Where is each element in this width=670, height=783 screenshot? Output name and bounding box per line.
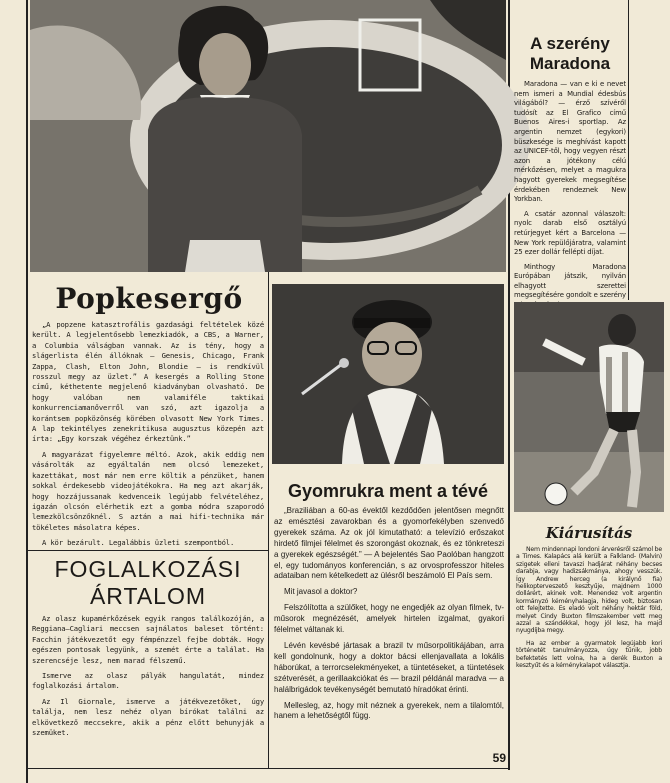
- photo-football-player: [514, 302, 664, 512]
- kiarusitas-title: Kiárusítás: [545, 524, 633, 542]
- popkesergo-body: [32, 320, 264, 548]
- popkesergo-paragraph-1: „A popzene katasztrofális gazdasági feltételek közé került. A legjelentősebb lemezkiadók, a CBS, a Warner, a Columbia válságban vannak. Az is tény, hogy a slágerlista élén állóknak — Genesis, Chicago, Frank Zappa, Clash, Elton John, Blondie — is rendkívül rosszul megy az üzlet.” A kesergés a Rolling Stone című, kéthetente megjelenő kiadványban olvasható. De hogy valóban nem valamiféle taktikai konkurrenciamanőverről van szó, azt igazolja a korántsem popközönség körében olvasott New York Times. A lap tekintélyes zenekritikusa augusztus közepén azt írta: „Egy korszak végéhez érkeztünk.”: [32, 320, 264, 444]
- maradona-title-line-1: A szerény: [530, 34, 610, 53]
- gyomrukra-paragraph-5: Mellesleg, az, hogy mit néznek a gyerekek, nem a tilalomtól, hanem a lehetőségtől függ.: [274, 700, 504, 721]
- gyomrukra-title: Gyomrukra ment a tévé: [287, 481, 489, 501]
- kiarusitas-paragraph-2: Ha az ember a gyarmatok legújabb kori történetét tanulmányozza, úgy tűnik, jobb befektetés lett volna, ha a derék Buxton a kesztyűt és a kéménykalapot választja.: [516, 639, 662, 670]
- popkesergo-title: Popkesergő: [55, 282, 243, 315]
- foglalkozasi-paragraph-2: Ismerve az olasz pályák hangulatát, mindez foglalkozási ártalom.: [32, 671, 264, 691]
- page-number: 59: [492, 751, 506, 765]
- column-rule-left: [26, 0, 28, 783]
- foglalkozasi-title-line-2: ÁRTALOM: [89, 583, 207, 609]
- popkesergo-paragraph-2: A magyarázat figyelemre méltó. Azok, akik eddig nem vásárolták az egyáltalán nem olcsó lemezeket, kazettákat, most már nem erre költik a pénzüket, hanem sokkal érdekesebb videojátékokra. Ha meg azt akarják, hogy hozzájussanak kedvenceik legújabb felvételéhez, igazán olcsón elérhetik ezt a gomba módra szaporodó lemezkölcsönzőknél. S aztán a mai hifi-technika már tökéletes másolatra képes.: [32, 449, 264, 532]
- gyomrukra-paragraph-1: „Braziliában a 60-as évektől kezdődően jelentősen megnőtt az emésztési zavarokban és a gyomorfekélyben szenvedő gyerekek száma. Az ok jól kimutatható: a televízió erőszakot hirdető filmjei félelmet és szorongást okoznak, és ez tönkreteszi a gyerekek egészségét.” — A bejelentés Sao Paolóban hangzott el, egy tudományos konferencián, s az orvosprofesszor hiteles adataiban nem kételkedett az ülésről beszámoló El País sem.: [274, 506, 504, 581]
- foglalkozasi-body: [32, 614, 264, 766]
- gyomrukra-paragraph-2: Mit javasol a doktor?: [284, 587, 358, 597]
- foglalkozasi-title-line-1: FOGLALKOZÁSI: [54, 556, 242, 582]
- bottom-rule: [26, 768, 510, 769]
- kiarusitas-paragraph-1: Nem mindennapi londoni árverésről számol be a Times. Kalapács alá került a Falkland- (Malvin) szigetek elleni tavaszi hadjárat néhány becses darabja, vagy hadizsákmánya, ahogy vesszük. Így Andrew herceg (a királynő fia) helikopterveszető kesztyűje, majdnem 1000 dollárért, akinek volt. Menendez volt argentin kormányzó kéményhalagja, hideg volt, biztosan ott felejtette. Es eladó volt néhány hektár föld, melyet Cindy Buxton filmszakember vett meg azzal a szándékkal, hogy jól lesz, ha majd nyugdíjba megy.: [516, 546, 662, 635]
- popkesergo-end-rule: [28, 550, 268, 551]
- gyomrukra-paragraph-3: Felszólította a szülőket, hogy ne engedjék az olyan filmek, tv-műsorok megnézését, amelyek hirtelen izgalmat, gyakori félelmet váltanak ki.: [274, 603, 504, 635]
- column-rule-far-right: [628, 0, 629, 300]
- photo-man-by-pool: [30, 0, 506, 272]
- foglalkozasi-paragraph-1: Az olasz kupamérkőzések egyik rangos találkozóján, a Reggiana—Cagliari meccsen sajnálatos baleset történt: Facchin játékvezetőt egy fémpénzzel fejbe dobták. Hogy egészen pontosak legyünk, a szemét érte a találat. Ha szerencséje lesz, nem marad félszemű.: [32, 614, 264, 665]
- maradona-paragraph-3: Minthogy Maradona Európában játszik, nyilván elhagyott szerettei megsegítésére gondolt e szerény: [514, 262, 626, 300]
- foglalkozasi-title: [32, 556, 264, 610]
- maradona-paragraph-2: A csatár azonnal válaszolt: nyolc darab első osztályú retúrjegyet kért a Barcelona — New York repülőjáratra, valamint 25 ezer dollár fellépti díjat.: [514, 209, 626, 257]
- maradona-title: [512, 34, 628, 74]
- photo-singer: [272, 284, 504, 464]
- column-rule-mid: [268, 272, 269, 768]
- gyomrukra-body: [274, 506, 504, 764]
- kiarusitas-body: [516, 546, 662, 778]
- maradona-paragraph-1: Maradona — van e ki e nevet nem ismeri a Mundial édesbús világából? — érző szívéről tudósít az El Grafico című Buenos Aires-i sportlap. Az argentin nemzet (egykori) büszkesége is meghívást kapott az UNICEF-től, hogy vegyen részt azon a jótékony célú mérkőzésen, melyet a magukra hagyott gyerekek megsegítése érdekében rendeznek New Yorkban.: [514, 80, 626, 204]
- gyomrukra-paragraph-4: Lévén kevésbé jártasak a brazil tv műsorpolitikájában, arra kell gondolnunk, hogy a doktor bácsi ellenjavallata a lokális háborúkat, a terrorcselekményeket, a tüntetéseket, a tüntetések szétverését, a gerillaakciókat és — brazil példánál maradva — a halálbrigádok tevékenységét bemutató híradókat érinti.: [274, 640, 504, 694]
- maradona-body: [514, 80, 626, 300]
- foglalkozasi-paragraph-3: Az Il Giornale, ismerve a játékvezetőket, úgy találja, nem lesz nehéz olyan bírókat találni az elkövetkező meccsekre, akik a pénz előtt behunyják a szemüket.: [32, 696, 264, 738]
- maradona-title-line-2: Maradona: [529, 54, 611, 73]
- popkesergo-paragraph-3: A kör bezárult. Legalábbis üzleti szempontból.: [42, 538, 235, 548]
